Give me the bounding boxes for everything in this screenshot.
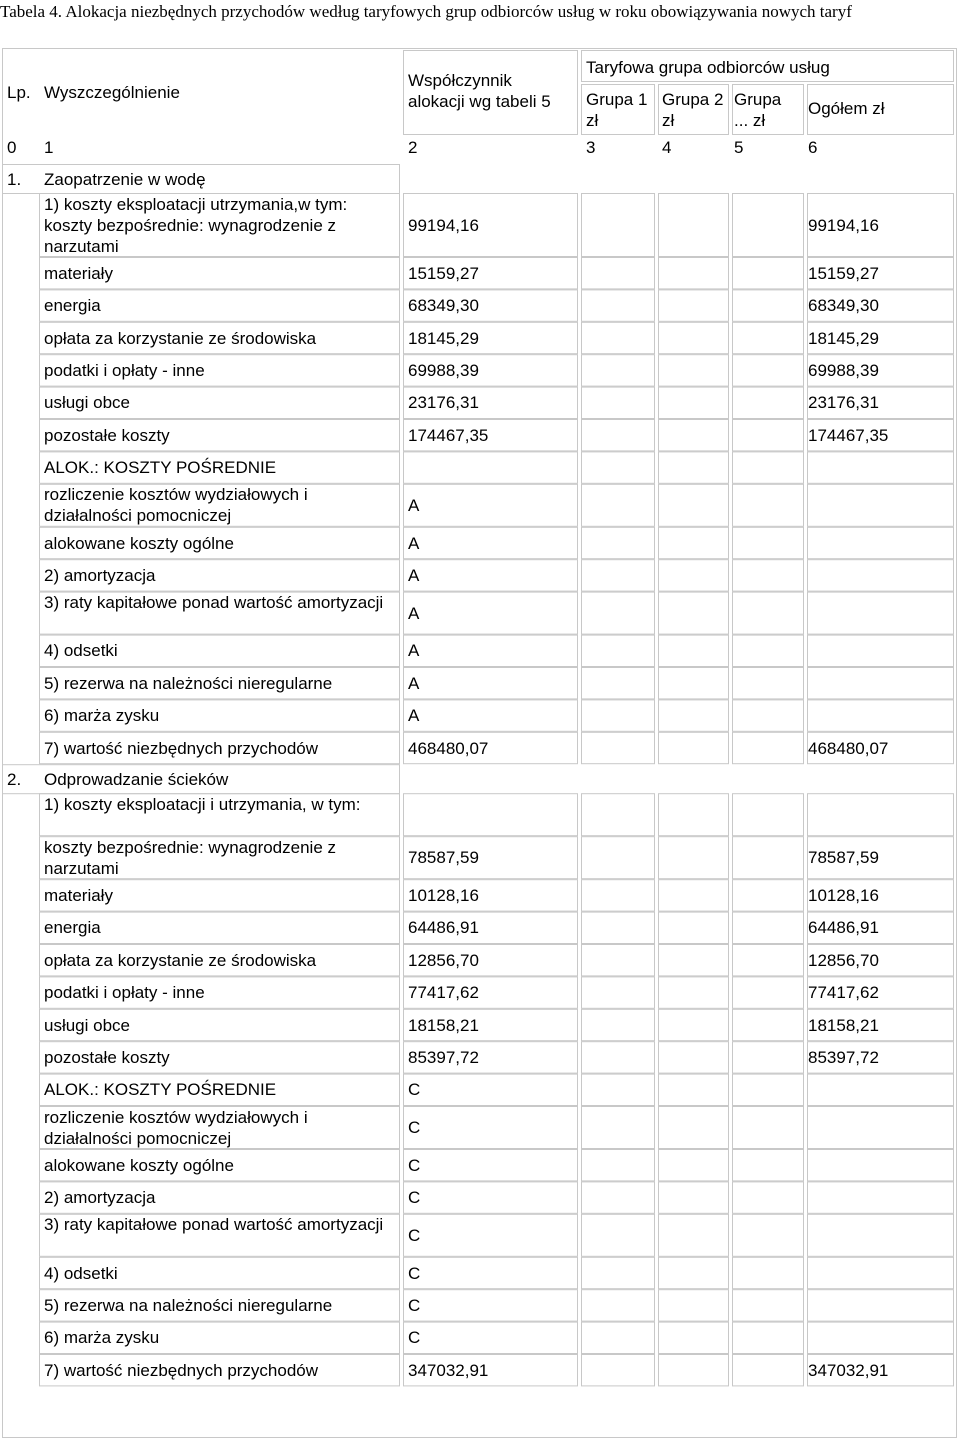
- row-coef-value: 78587,59: [408, 848, 479, 868]
- row-coef-value: 18158,21: [408, 1015, 479, 1035]
- row-coef-value: 99194,16: [408, 215, 479, 235]
- section-lp: 2.: [7, 770, 22, 790]
- header-wyszczegolnienie: Wyszczególnienie: [44, 83, 180, 102]
- row-label: rozliczenie kosztów wydziałowych i działalności pomocniczej: [44, 485, 308, 526]
- header-grupa2: Grupa 2 zł: [662, 90, 724, 130]
- row-coef-value: 18145,29: [408, 328, 479, 348]
- section-title: Zaopatrzenie w wodę: [44, 170, 206, 189]
- row-coef-value: 69988,39: [408, 360, 479, 380]
- row-label: opłata za korzystanie ze środowiska: [44, 950, 317, 970]
- row-label: energia: [44, 296, 101, 316]
- row-coef-value: 15159,27: [408, 263, 479, 283]
- column-number: 2: [408, 138, 418, 157]
- row-coef-value: A: [408, 533, 420, 553]
- row-total-value: 69988,39: [808, 360, 879, 380]
- row-label: 3) raty kapitałowe ponad wartość amortyzacji: [44, 1215, 384, 1235]
- section-lp: 1.: [7, 170, 22, 189]
- row-label: 5) rezerwa na należności nieregularne: [44, 1295, 333, 1315]
- row-coef-value: 64486,91: [408, 918, 479, 938]
- section-title: Odprowadzanie ścieków: [44, 770, 229, 790]
- row-coef-value: C: [408, 1295, 421, 1315]
- header-grupa1: Grupa 1 zł: [586, 90, 648, 130]
- row-total-value: 64486,91: [808, 918, 879, 938]
- row-total-value: 23176,31: [808, 393, 879, 413]
- row-total-value: 174467,35: [808, 425, 889, 445]
- row-coef-value: A: [408, 673, 420, 693]
- row-total-value: 10128,16: [808, 885, 879, 905]
- row-coef-value: 77417,62: [408, 983, 479, 1003]
- row-label: 6) marża zysku: [44, 706, 160, 726]
- column-number: 5: [734, 138, 744, 157]
- header-taryfowa: Taryfowa grupa odbiorców usług: [586, 58, 830, 77]
- row-coef-value: A: [408, 706, 420, 726]
- row-total-value: 68349,30: [808, 296, 879, 316]
- row-label: energia: [44, 918, 101, 938]
- row-coef-value: 23176,31: [408, 393, 479, 413]
- row-label: 4) odsetki: [44, 641, 118, 661]
- row-label: usługi obce: [44, 1015, 131, 1035]
- row-coef-value: 85397,72: [408, 1047, 479, 1067]
- header-grupa3: Grupa ... zł: [734, 90, 782, 130]
- row-coef-value: 174467,35: [408, 425, 489, 445]
- row-total-value: 77417,62: [808, 983, 879, 1003]
- row-total-value: 18158,21: [808, 1015, 879, 1035]
- header-ogolem: Ogółem zł: [808, 99, 885, 118]
- row-coef-value: C: [408, 1155, 421, 1175]
- row-label: pozostałe koszty: [44, 425, 170, 445]
- row-coef-value: C: [408, 1263, 421, 1283]
- column-number: 1: [44, 138, 54, 157]
- row-label: podatki i opłaty - inne: [44, 983, 205, 1003]
- row-total-value: 347032,91: [808, 1360, 889, 1380]
- row-coef-value: A: [408, 565, 420, 585]
- header-lp: Lp.: [7, 83, 31, 102]
- row-coef-value: 10128,16: [408, 885, 479, 905]
- row-label: ALOK.: KOSZTY POŚREDNIE: [44, 1080, 277, 1100]
- column-number: 4: [662, 138, 672, 157]
- row-label: 2) amortyzacja: [44, 1188, 156, 1208]
- row-label: alokowane koszty ogólne: [44, 1155, 234, 1175]
- row-coef-value: C: [408, 1188, 421, 1208]
- row-label: 1) koszty eksploatacji i utrzymania, w tym:: [44, 794, 361, 814]
- row-total-value: 78587,59: [808, 848, 879, 868]
- column-number: 0: [7, 138, 17, 157]
- row-coef-value: 68349,30: [408, 296, 479, 316]
- row-total-value: 85397,72: [808, 1047, 879, 1067]
- row-total-value: 12856,70: [808, 950, 879, 970]
- row-label: koszty bezpośrednie: wynagrodzenie z narzutami: [44, 837, 336, 878]
- column-number: 6: [808, 138, 818, 157]
- row-label: rozliczenie kosztów wydziałowych i działalności pomocniczej: [44, 1107, 308, 1148]
- row-coef-value: C: [408, 1225, 421, 1245]
- row-coef-value: C: [408, 1118, 421, 1137]
- row-total-value: 15159,27: [808, 263, 879, 283]
- row-coef-value: 468480,07: [408, 738, 489, 758]
- row-label: 7) wartość niezbędnych przychodów: [44, 1360, 319, 1380]
- column-number: 3: [586, 138, 596, 157]
- row-coef-value: C: [408, 1328, 421, 1348]
- row-total-value: 468480,07: [808, 738, 889, 758]
- page-title: Tabela 4. Alokacja niezbędnych przychodów według taryfowych grup odbiorców usług w roku obowiązywania nowych taryf: [0, 2, 852, 21]
- row-coef-value: C: [408, 1080, 421, 1100]
- row-total-value: 18145,29: [808, 328, 879, 348]
- row-coef-value: A: [408, 603, 420, 623]
- row-label: 3) raty kapitałowe ponad wartość amortyzacji: [44, 593, 384, 613]
- row-label: 7) wartość niezbędnych przychodów: [44, 738, 319, 758]
- row-label: 4) odsetki: [44, 1263, 118, 1283]
- row-label: ALOK.: KOSZTY POŚREDNIE: [44, 458, 277, 478]
- row-label: materiały: [44, 885, 113, 905]
- header-wspolczynnik: Współczynnik alokacji wg tabeli 5: [408, 71, 551, 111]
- row-label: materiały: [44, 263, 113, 283]
- row-label: 2) amortyzacja: [44, 565, 156, 585]
- row-label: 1) koszty eksploatacji utrzymania,w tym: koszty bezpośrednie: wynagrodzenie z narzutami: [44, 194, 348, 256]
- row-label: podatki i opłaty - inne: [44, 360, 205, 380]
- row-coef-value: A: [408, 641, 420, 661]
- row-label: opłata za korzystanie ze środowiska: [44, 328, 317, 348]
- row-label: 6) marża zysku: [44, 1328, 160, 1348]
- row-label: 5) rezerwa na należności nieregularne: [44, 673, 333, 693]
- row-total-value: 99194,16: [808, 215, 879, 235]
- row-label: alokowane koszty ogólne: [44, 533, 234, 553]
- row-coef-value: 12856,70: [408, 950, 479, 970]
- row-label: pozostałe koszty: [44, 1047, 170, 1067]
- row-coef-value: A: [408, 495, 420, 515]
- row-coef-value: 347032,91: [408, 1360, 489, 1380]
- row-label: usługi obce: [44, 393, 131, 413]
